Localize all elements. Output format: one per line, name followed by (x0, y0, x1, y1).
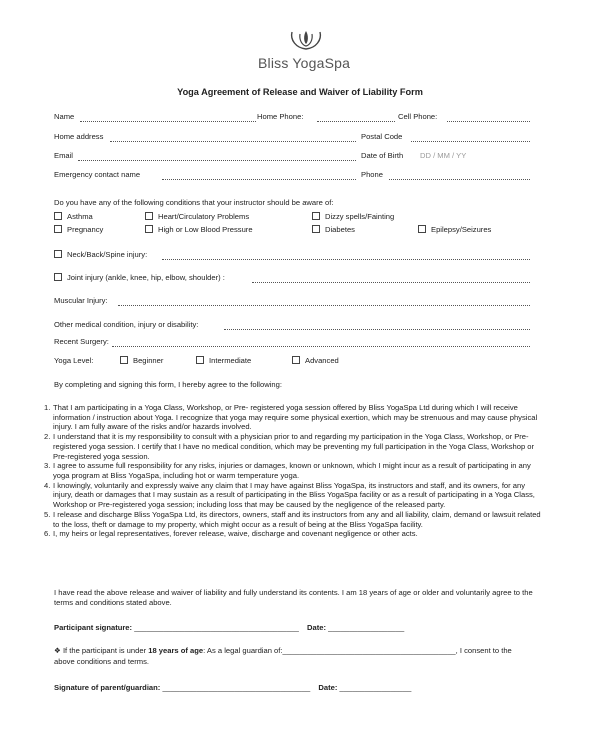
home-address-label: Home address (54, 132, 104, 141)
muscular-injury-row (54, 296, 530, 308)
checkbox-icon (54, 250, 62, 258)
postal-code-field[interactable] (411, 141, 530, 142)
list-item: 5. I release and discharge Bliss YogaSpa Ltd, its directors, owners, staff and its instructors from any and all liability, claim, demand or lawsuit related to the loss, theft or damage to my property, which might occur as a result of being at the Bliss YogaSpa facility. (44, 509, 541, 529)
dob-label: Date of Birth (361, 151, 404, 160)
contact-row-3 (54, 151, 530, 163)
closing-statement: I have read the above release and waiver of liability and fully understand its contents. I am 18 years of age or older and voluntarily agree to the terms and conditions stated above. (54, 588, 533, 607)
emergency-contact-label: Emergency contact name (54, 170, 141, 179)
guardian-signature-label: Signature of parent/guardian: (54, 683, 161, 692)
minor-clause-continued: above conditions and terms. (54, 657, 149, 666)
recent-surgery-label: Recent Surgery: (54, 337, 109, 346)
checkbox-icon (312, 212, 320, 220)
checkbox-pregnancy[interactable]: Pregnancy (54, 225, 103, 235)
participant-signature-row (54, 623, 404, 633)
contact-row-2 (54, 132, 530, 144)
checkbox-beginner[interactable]: Beginner (120, 356, 163, 366)
phone-label: Phone (361, 170, 383, 179)
muscular-injury-label: Muscular Injury: (54, 296, 108, 305)
checkbox-icon (292, 356, 300, 364)
checkbox-asthma[interactable]: Asthma (54, 212, 93, 222)
contact-row-1 (54, 112, 530, 124)
checkbox-diabetes[interactable]: Diabetes (312, 225, 355, 235)
guardian-date-label: Date: (318, 683, 338, 692)
brand-name: Bliss YogaSpa (258, 55, 351, 71)
postal-code-label: Postal Code (361, 132, 403, 141)
name-field[interactable] (80, 121, 256, 122)
checkbox-epilepsy[interactable]: Epilepsy/Seizures (418, 225, 491, 235)
guardian-signature-field[interactable]: ___________________________________ (162, 683, 311, 692)
logo-icon (286, 28, 326, 52)
home-phone-field[interactable] (317, 121, 395, 122)
list-item: 2. I understand that it is my responsibility to consult with a physician prior to and regarding my participation in the Yoga Class, Workshop, or Pre-registered yoga session. I certify that I have no medical condition, which may be preventing my full participation in the Yoga Class, Workshop or Pre-registered yoga session. (44, 432, 535, 461)
guardian-date-field[interactable]: _________________ (339, 683, 412, 692)
name-label: Name (54, 112, 75, 121)
home-address-field[interactable] (110, 141, 356, 142)
agreement-intro: By completing and signing this form, I hereby agree to the following: (54, 380, 282, 389)
checkbox-neck-injury[interactable]: Neck/Back/Spine injury: (54, 250, 147, 260)
muscular-injury-field[interactable] (118, 305, 530, 306)
diamond-bullet-icon: ❖ (54, 646, 61, 655)
participant-date-field[interactable]: __________________ (328, 623, 405, 632)
checkbox-icon (418, 225, 426, 233)
checkbox-intermediate[interactable]: Intermediate (196, 356, 251, 366)
participant-signature-field[interactable]: _______________________________________ (134, 623, 299, 632)
home-phone-label: Home Phone: (257, 112, 304, 121)
conditions-question: Do you have any of the following conditions that your instructor should be aware of: (54, 198, 334, 207)
guardian-of-field[interactable]: _________________________________________ (282, 646, 456, 655)
yoga-level-label: Yoga Level: (54, 356, 94, 365)
checkbox-heart[interactable]: Heart/Circulatory Problems (145, 212, 249, 222)
joint-injury-row (54, 273, 530, 285)
list-item: 3. I agree to assume full responsibility for any risks, injuries or damages, known or unknown, which I might incur as a result of participating in any yoga program at Bliss YogaSpa, including hot or warm temperature yoga. (44, 461, 531, 481)
checkbox-icon (312, 225, 320, 233)
checkbox-dizzy[interactable]: Dizzy spells/Fainting (312, 212, 394, 222)
guardian-signature-row (54, 683, 411, 693)
form-title: Yoga Agreement of Release and Waiver of Liability Form (177, 87, 423, 97)
checkbox-icon (120, 356, 128, 364)
checkbox-icon (54, 212, 62, 220)
minor-clause: ❖ If the participant is under 18 years of age: As a legal guardian of:_________________________________________, I consent to the (54, 646, 512, 655)
checkbox-icon (54, 273, 62, 281)
recent-surgery-row (54, 337, 530, 349)
checkbox-icon (54, 225, 62, 233)
list-item: 6. I, my heirs or legal representatives, forever release, waive, discharge and covenant negligence or other acts. (44, 529, 418, 539)
other-condition-label: Other medical condition, injury or disability: (54, 320, 199, 329)
recent-surgery-field[interactable] (112, 346, 530, 347)
list-item: 1. That I am participating in a Yoga Class, Workshop, or Pre- registered yoga session offered by Bliss YogaSpa Ltd during which I will receive information / instruction about Yoga. I recognize that yoga may require some physical exertion, which may be strenuous and may cause physical injury. I am fully aware of the risks and/or hazards involved. (44, 403, 538, 432)
emergency-contact-field[interactable] (162, 179, 356, 180)
cell-phone-label: Cell Phone: (398, 112, 438, 121)
checkbox-blood-pressure[interactable]: High or Low Blood Pressure (145, 225, 253, 235)
checkbox-icon (145, 212, 153, 220)
checkbox-icon (196, 356, 204, 364)
participant-date-label: Date: (307, 623, 327, 632)
phone-field[interactable] (389, 179, 530, 180)
neck-injury-row (54, 250, 530, 262)
cell-phone-field[interactable] (447, 121, 530, 122)
list-item: 4. I knowingly, voluntarily and expressly waive any claim that I may have against Bliss YogaSpa, its instructors and staff, and its owners, for any injury, death or damages that I may sustain as a result of participating in the Bliss YogaSpa facility or as a result of participating in a Yoga Class, Workshop or Pre-registered yoga session; including loss that may be caused by the negligence of the released party. (44, 480, 535, 510)
other-condition-row (54, 320, 530, 332)
participant-signature-label: Participant signature: (54, 623, 133, 632)
checkbox-icon (145, 225, 153, 233)
contact-row-4 (54, 170, 530, 182)
email-label: Email (54, 151, 73, 160)
checkbox-advanced[interactable]: Advanced (292, 356, 339, 366)
email-field[interactable] (78, 160, 356, 161)
other-condition-field[interactable] (224, 329, 530, 330)
joint-injury-field[interactable] (252, 282, 530, 283)
neck-injury-field[interactable] (162, 259, 530, 260)
dob-field[interactable]: DD / MM / YY (420, 151, 467, 160)
agreement-list (44, 403, 544, 539)
checkbox-joint-injury[interactable]: Joint injury (ankle, knee, hip, elbow, shoulder) : (54, 273, 225, 283)
